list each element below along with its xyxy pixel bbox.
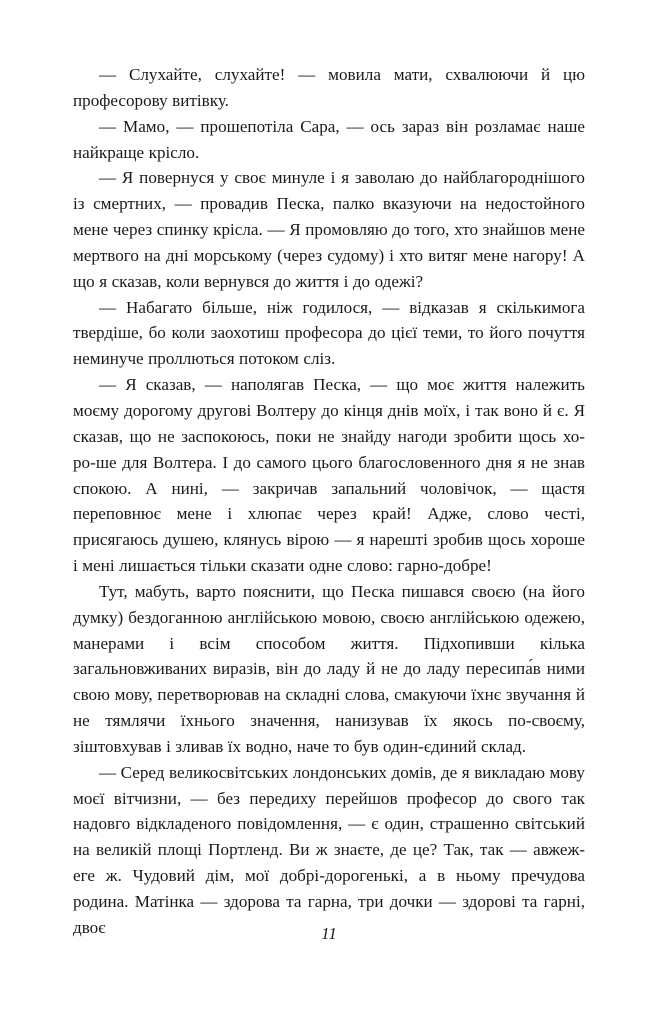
- page-text-block: [73, 62, 585, 941]
- paragraph: — Серед великосвітських лондонських домів, де я викладаю мову моєї вітчизни, — без передиху перейшов професор до свого так надовго відкладеного повідомлення, — є один, страшенно світський на великій площі Портленд. Ви ж знаєте, де це? Так, так — авжеж-еге ж. Чудовий дім, мої добрі-дорогенькі, а в ньому пречудова родина. Матінка — здорова та гарна, три дочки — здорові та гарні, двоє: [73, 762, 585, 937]
- page-number: 11: [321, 924, 337, 943]
- paragraph: — Набагато більше, ніж годилося, — відказав я скількимога твердіше, бо коли заохотиш професора до цієї теми, то його почуття неминуче проллються потоком сліз.: [73, 297, 585, 369]
- paragraph: Тут, мабуть, варто пояснити, що Песка пишався своєю (на його думку) бездоганною англійською мовою, своєю англійською одежею, манерами і всім способом життя. Підхопивши кілька загальновживаних виразів, він до ладу й не до ладу пересипа́в ними свою мову, перетворював на складні слова, смакуючи їхнє звучання й не тямлячи їхнього значення, нанизував їх якось по-своєму, зіштовхував і зливав їх водно, наче то був один-єдиний склад.: [73, 581, 585, 756]
- paragraph: — Я повернуся у своє минуле і я заволаю до найблагороднішого із смертних, — провадив Песка, палко вказуючи на недостойного мене через спинку крісла. — Я промовляю до того, хто знайшов мене мертвого на дні морському (через судому) і хто витяг мене нагору! А що я сказав, коли вернувся до життя і до одежі?: [73, 168, 585, 291]
- paragraph: — Слухайте, слухайте! — мовила мати, схвалюючи й цю професорову витівку.: [73, 65, 585, 110]
- paragraph: — Я сказав, — наполягав Песка, — що моє життя належить моєму дорогому другові Волтеру до кінця днів моїх, і так воно й є. Я сказав, що не заспокоюсь, поки не знайду нагоди зробити щось хо-ро-ше для Волтера. І до самого цього благословенного дня я не знав спокою. А нині, — закричав запальний чоловічок, — щастя переповнює мене і хлюпає через край! Адже, слово честі, присягаюсь душею, клянусь вірою — я нарешті зробив щось хороше і мені лишається тільки сказати одне слово: гарно-добре!: [73, 375, 585, 576]
- paragraph: — Мамо, — прошепотіла Сара, — ось зараз він розламає наше найкраще крісло.: [73, 116, 585, 162]
